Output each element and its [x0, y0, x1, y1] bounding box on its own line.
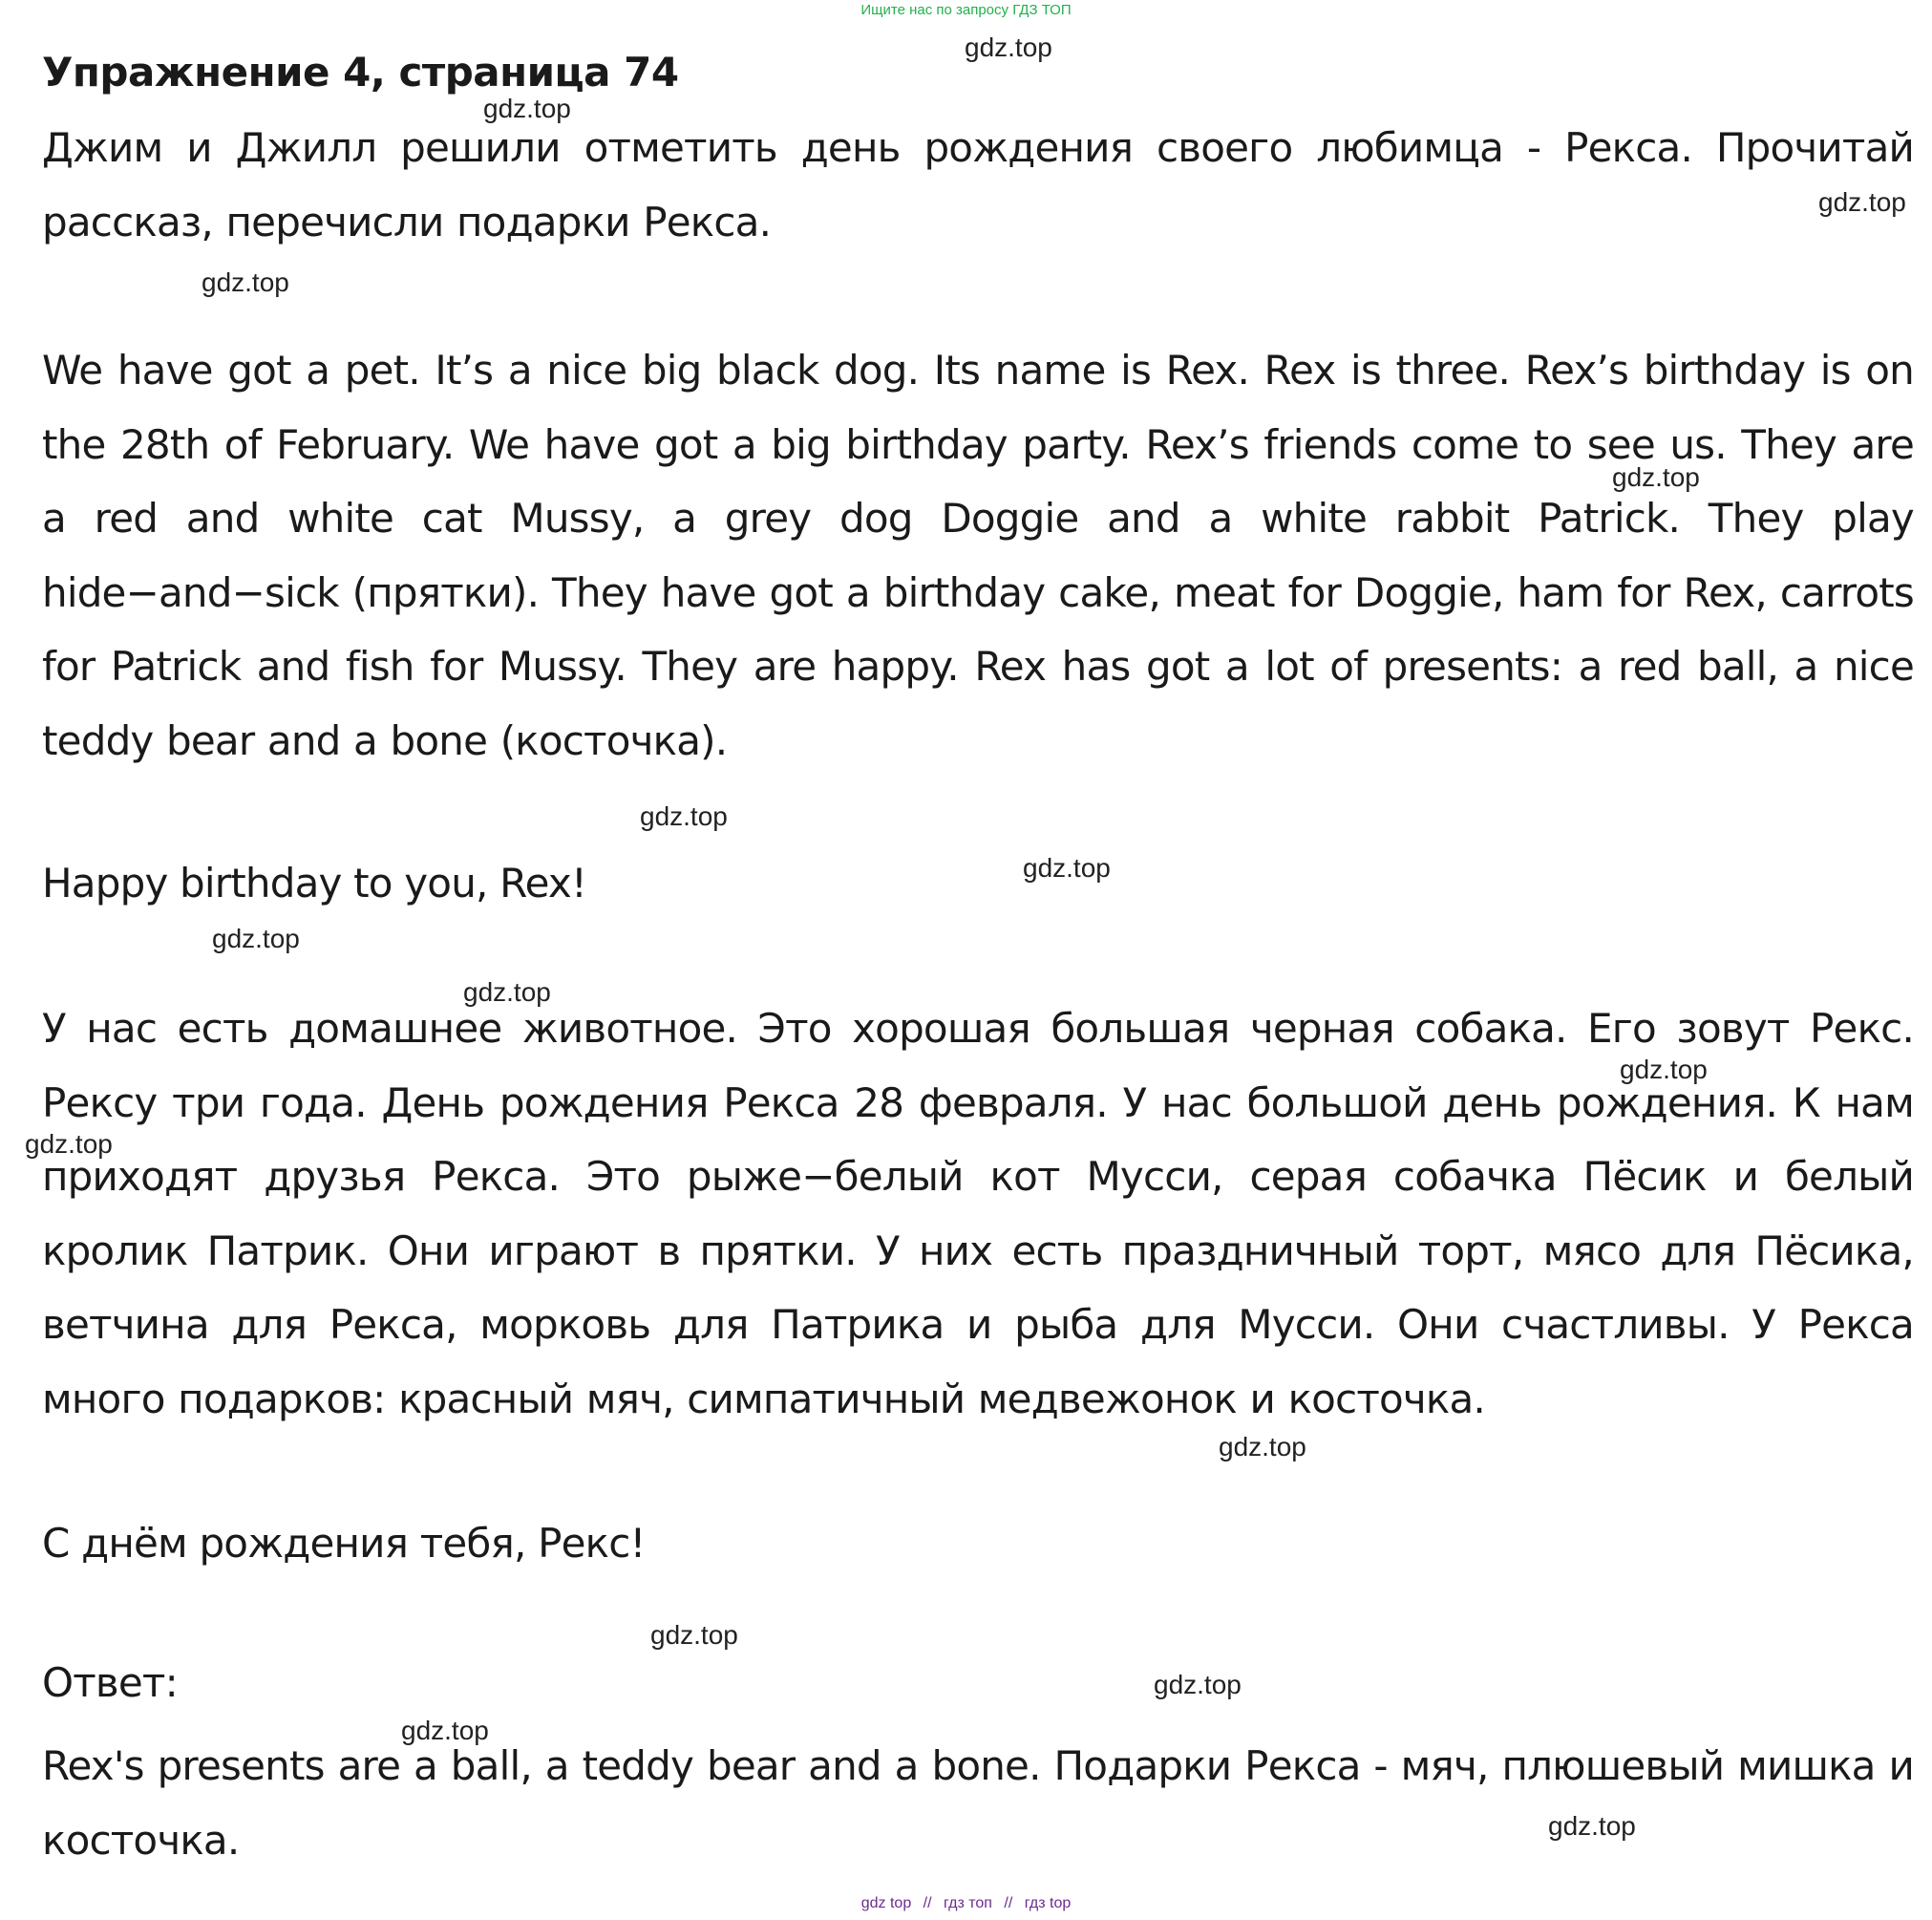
- watermark: gdz.top: [640, 801, 728, 831]
- watermark: gdz.top: [1818, 187, 1906, 217]
- page-title: Упражнение 4, страница 74: [42, 49, 679, 96]
- footer-link-gdz-top-mixed[interactable]: гдз top: [1024, 1895, 1072, 1911]
- search-hint-banner: Ищите нас по запросу ГДЗ ТОП: [860, 2, 1072, 18]
- story-russian: У нас есть домашнее животное. Это хорошая большая черная собака. Его зовут Рекс. Рексу три года. День рождения Рекса 28 февраля. У нас большой день рождения. К нам приходят друзья Рекса. Это рыже−белый кот Мусси, серая собачка Пёсик и белый кролик Патрик. Они играют в прятки. У них есть праздничный торт, мясо для Пёсика, ветчина для Рекса, морковь для Патрика и рыба для Мусси. Они счастливы. У Рекса много подарков: красный мяч, симпатичный медвежонок и косточка.: [42, 1005, 1914, 1422]
- watermark: gdz.top: [1548, 1811, 1636, 1841]
- watermark: gdz.top: [463, 977, 551, 1007]
- footer-link-gdz-top[interactable]: gdz top: [860, 1895, 912, 1911]
- watermark: gdz.top: [650, 1620, 738, 1650]
- story-english: We have got a pet. It’s a nice big black dog. Its name is Rex. Rex is three. Rex’s birthday is on the 28th of February. We have got a big birthday party. Rex’s friends come to see us. They are a red and white cat Mussy, a grey dog Doggie and a white rabbit Patrick. They play hide−and−sick (прятки). They have got a birthday cake, meat for Doggie, ham for Rex, carrots for Patrick and fish for Mussy. They are happy. Rex has got a lot of presents: a red ball, a nice teddy bear and a bone (косточка).: [42, 347, 1914, 764]
- watermark: gdz.top: [202, 267, 289, 297]
- footer-separator: //: [1004, 1895, 1013, 1911]
- footer-links: [0, 1893, 1932, 1914]
- watermark: gdz.top: [401, 1716, 489, 1745]
- watermark: gdz.top: [1023, 853, 1111, 883]
- watermark: gdz.top: [1620, 1055, 1708, 1084]
- watermark: gdz.top: [965, 32, 1052, 62]
- watermark: gdz.top: [483, 94, 571, 123]
- watermark: gdz.top: [212, 924, 300, 953]
- watermark: gdz.top: [25, 1129, 113, 1159]
- greeting-english: Happy birthday to you, Rex!: [42, 860, 587, 907]
- answer-text: Rex's presents are a ball, a teddy bear and a bone. Подарки Рекса - мяч, плюшевый мишка и косточка.: [42, 1742, 1914, 1864]
- watermark: gdz.top: [1154, 1670, 1242, 1699]
- footer-link-gdz-top-ru[interactable]: гдз топ: [944, 1895, 992, 1911]
- watermark: gdz.top: [1219, 1432, 1306, 1461]
- task-instruction: Джим и Джилл решили отметить день рождения своего любимца - Рекса. Прочитай рассказ, перечисли подарки Рекса.: [42, 124, 1914, 245]
- watermark: gdz.top: [1612, 462, 1700, 492]
- footer-separator: //: [923, 1895, 932, 1911]
- greeting-russian: С днём рождения тебя, Рекс!: [42, 1520, 646, 1567]
- answer-label: Ответ:: [42, 1659, 178, 1706]
